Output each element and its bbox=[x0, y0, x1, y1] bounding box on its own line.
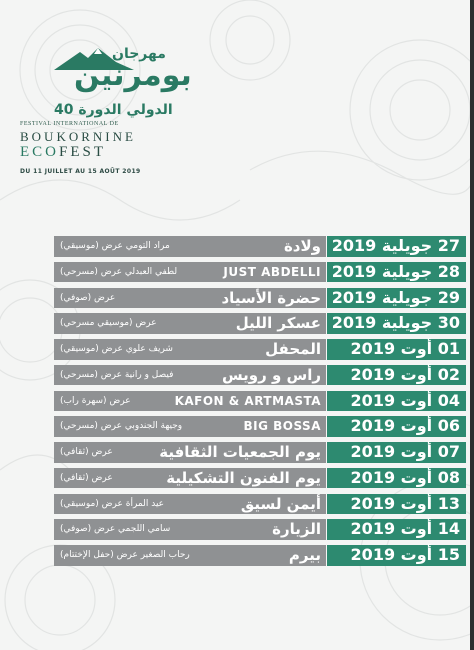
event-title: JUST ABDELLI bbox=[223, 264, 321, 279]
schedule-table bbox=[54, 236, 466, 571]
event-artist: عرض (صوفي) bbox=[60, 292, 116, 303]
schedule-date: 08 أوت 2019 bbox=[350, 467, 460, 487]
event-title: عسكر الليل bbox=[235, 314, 321, 333]
schedule-date: 13 أوت 2019 bbox=[350, 493, 460, 513]
event-title: يوم الجمعيات الثقافية bbox=[159, 443, 321, 461]
event-title: ولادة bbox=[283, 237, 321, 255]
schedule-date: 15 أوت 2019 bbox=[350, 545, 460, 564]
event-artist: عرض (سهرة راب) bbox=[60, 395, 131, 406]
event-title: بيرم bbox=[288, 546, 321, 564]
schedule-date: 28 جويلية 2019 bbox=[331, 261, 460, 281]
event-title: BIG BOSSA bbox=[243, 419, 321, 434]
event-artist: عرض (ثقافي) bbox=[60, 472, 113, 483]
schedule-row bbox=[54, 339, 466, 360]
logo-eco: ECO bbox=[20, 144, 59, 160]
logo-festival-word: مهرجان bbox=[112, 46, 166, 62]
schedule-date: 01 أوت 2019 bbox=[350, 339, 460, 358]
event-artist: عيد المرأة عرض (موسيقي) bbox=[60, 498, 165, 509]
schedule-date: 29 جويلية 2019 bbox=[331, 287, 460, 307]
event-artist: شريف علوي عرض (موسيقي) bbox=[60, 344, 173, 354]
festival-logo bbox=[14, 44, 194, 184]
event-artist: عرض (ثقافي) bbox=[60, 447, 113, 457]
event-artist: مراد التومي عرض (موسيقي) bbox=[60, 241, 170, 251]
logo-fest: FEST bbox=[59, 144, 107, 160]
schedule-row bbox=[54, 365, 466, 386]
event-title: KAFON & ARTMASTA bbox=[174, 393, 321, 408]
schedule-row bbox=[54, 313, 466, 334]
event-title: حضرة الأسياد bbox=[221, 288, 321, 307]
schedule-date: 02 أوت 2019 bbox=[350, 364, 460, 384]
schedule-date: 07 أوت 2019 bbox=[350, 442, 460, 461]
schedule-row bbox=[54, 416, 466, 437]
logo-edition: الدولي الدورة 40 bbox=[54, 102, 173, 118]
logo-dates: DU 11 JUILLET AU 15 AOÛT 2019 bbox=[20, 168, 141, 175]
schedule-row bbox=[54, 288, 466, 309]
event-artist: لطفي العبدلي عرض (مسرحي) bbox=[60, 266, 178, 277]
event-title: المحفل bbox=[265, 340, 321, 358]
event-title: أيمن لسيق bbox=[240, 494, 321, 513]
schedule-date: 14 أوت 2019 bbox=[350, 519, 460, 539]
schedule-date: 30 جويلية 2019 bbox=[331, 313, 460, 333]
event-artist: عرض (موسيقي مسرحي) bbox=[60, 318, 157, 329]
schedule-row bbox=[54, 545, 466, 566]
schedule-row bbox=[54, 236, 466, 257]
event-artist: رحاب الصغير عرض (حفل الإختتام) bbox=[60, 550, 190, 560]
logo-international-line: FESTIVAL INTERNATIONAL DE bbox=[20, 121, 119, 127]
event-title: راس و رويس bbox=[221, 365, 321, 384]
schedule-row bbox=[54, 468, 466, 489]
logo-ecofest bbox=[20, 144, 106, 161]
event-artist: وجيهة الجندوبي عرض (مسرحي) bbox=[60, 421, 183, 432]
schedule-date: 27 جويلية 2019 bbox=[331, 236, 460, 255]
schedule-row bbox=[54, 494, 466, 515]
schedule-row bbox=[54, 442, 466, 463]
schedule-row bbox=[54, 391, 466, 412]
event-title: يوم الفنون التشكيلية bbox=[166, 468, 321, 487]
logo-arabic-name: بومرنين bbox=[74, 58, 192, 93]
event-title: الزيارة bbox=[272, 520, 321, 539]
schedule-date: 04 أوت 2019 bbox=[350, 390, 460, 410]
schedule-row bbox=[54, 262, 466, 283]
schedule-row bbox=[54, 519, 466, 540]
event-artist: فيصل و رانية عرض (مسرحي) bbox=[60, 369, 174, 380]
event-artist: سامي اللجمي عرض (صوفي) bbox=[60, 524, 171, 535]
right-edge-strip bbox=[470, 0, 474, 650]
schedule-date: 06 أوت 2019 bbox=[350, 416, 460, 436]
logo-name-line: BOUKORNINE bbox=[20, 129, 136, 144]
